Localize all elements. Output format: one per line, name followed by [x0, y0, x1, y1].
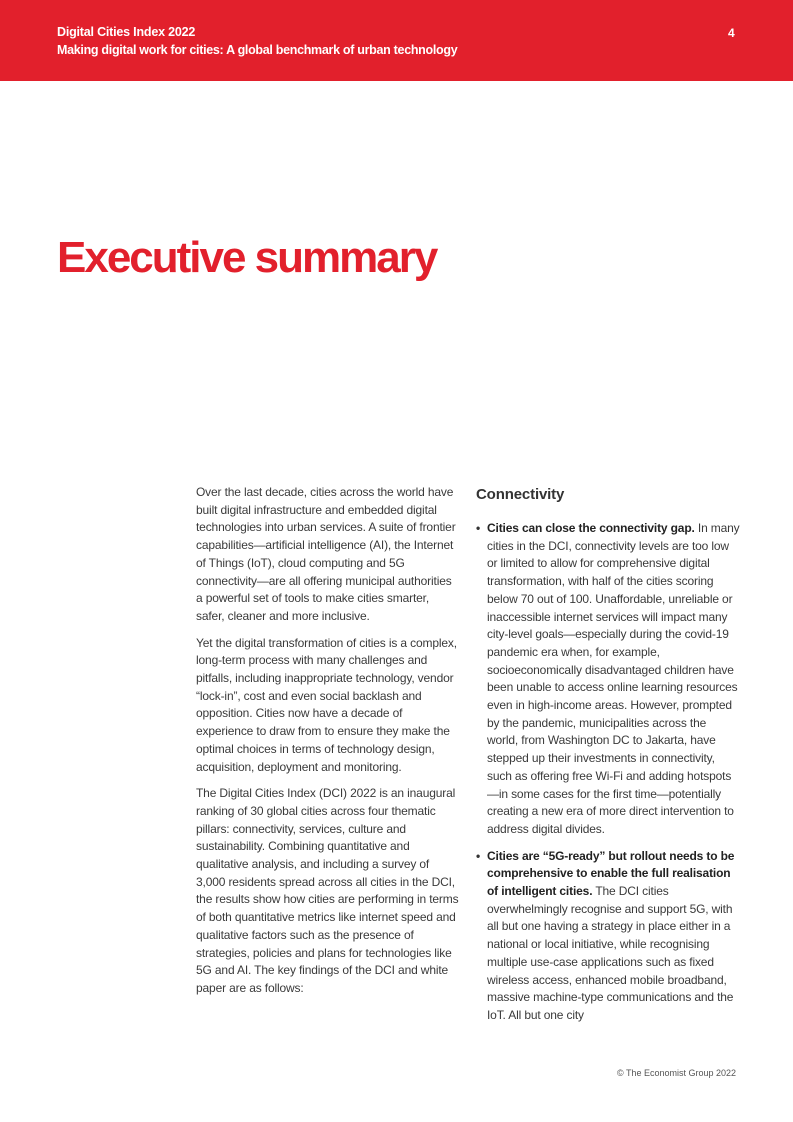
finding-headline: Cities are “5G-ready” but rollout needs to be comprehensive to enable the full realisation of intelligent cities.: [487, 848, 735, 899]
page-title: Executive summary: [57, 233, 437, 282]
report-subtitle: Making digital work for cities: A global benchmark of urban technology: [57, 43, 458, 57]
finding-body: In many cities in the DCI, connectivity levels are too low or limited to allow for comprehensive digital transformation, with half of the cities scoring below 70 out of 100. Unaffordable, unreliable or inaccessible internet services will impact many city-level goals—especially during the covid-19 pandemic era when, for example, socioeconomically disadvantaged children have been unable to access online learning resources even in high-income areas. However, prompted by the pandemic, municipalities across the world, from Washington DC to Jakarta, have stepped up their investments in connectivity, such as offering free Wi-Fi and adding hotspots—in some cases for the first time—potentially creating a new era of more direct intervention to address digital divides.: [487, 521, 740, 836]
intro-paragraph: The Digital Cities Index (DCI) 2022 is an inaugural ranking of 30 global cities across four thematic pillars: connectivity, services, culture and sustainability. Combining quantitative and qualitative analysis, and including a survey of 3,000 residents spread across all cities in the DCI, the results show how cities are performing in terms of both quantitative metrics like internet speed and qualitative factors such as the presence of strategies, policies and plans for technologies like 5G and AI. The key findings of the DCI and white paper are as follows:: [196, 786, 459, 995]
bullet-icon: •: [476, 848, 481, 863]
page-number: 4: [728, 26, 735, 40]
list-item: [476, 848, 740, 1025]
bullet-icon: •: [476, 521, 481, 535]
finding-body: The DCI cities overwhelmingly recognise and support 5G, with all but one having a strategy in place either in a national or local initiative, while recognising multiple use-case applications such as fixed wireless access, enhanced mobile broadband, massive machine-type communications and the IoT. All but one city: [487, 884, 734, 1022]
key-findings-list: [476, 520, 740, 1025]
finding-headline: Cities can close the connectivity gap.: [487, 521, 695, 535]
section-heading: Connectivity: [476, 486, 565, 503]
intro-paragraph: Yet the digital transformation of cities is a complex, long-term process with many challenges and pitfalls, including inappropriate technology, vendor “lock-in”, cost and even social backlash and opposition. Cities now have a decade of experience to draw from to ensure they make the optimal choices in terms of technology design, acquisition, deployment and monitoring.: [196, 635, 457, 774]
intro-column: [196, 484, 460, 1007]
page-header: [0, 0, 793, 81]
list-item: [476, 520, 740, 839]
copyright-footer: © The Economist Group 2022: [616, 1068, 736, 1078]
intro-paragraph: Over the last decade, cities across the world have built digital infrastructure and embedded digital technologies into urban services. A suite of frontier capabilities—artificial intelligence (AI), the Internet of Things (IoT), cloud computing and 5G connectivity—are all offering municipal authorities a powerful set of tools to make cities smarter, safer, cleaner and more inclusive.: [196, 485, 456, 623]
connectivity-section: [476, 484, 740, 1034]
report-title: Digital Cities Index 2022: [57, 25, 196, 39]
